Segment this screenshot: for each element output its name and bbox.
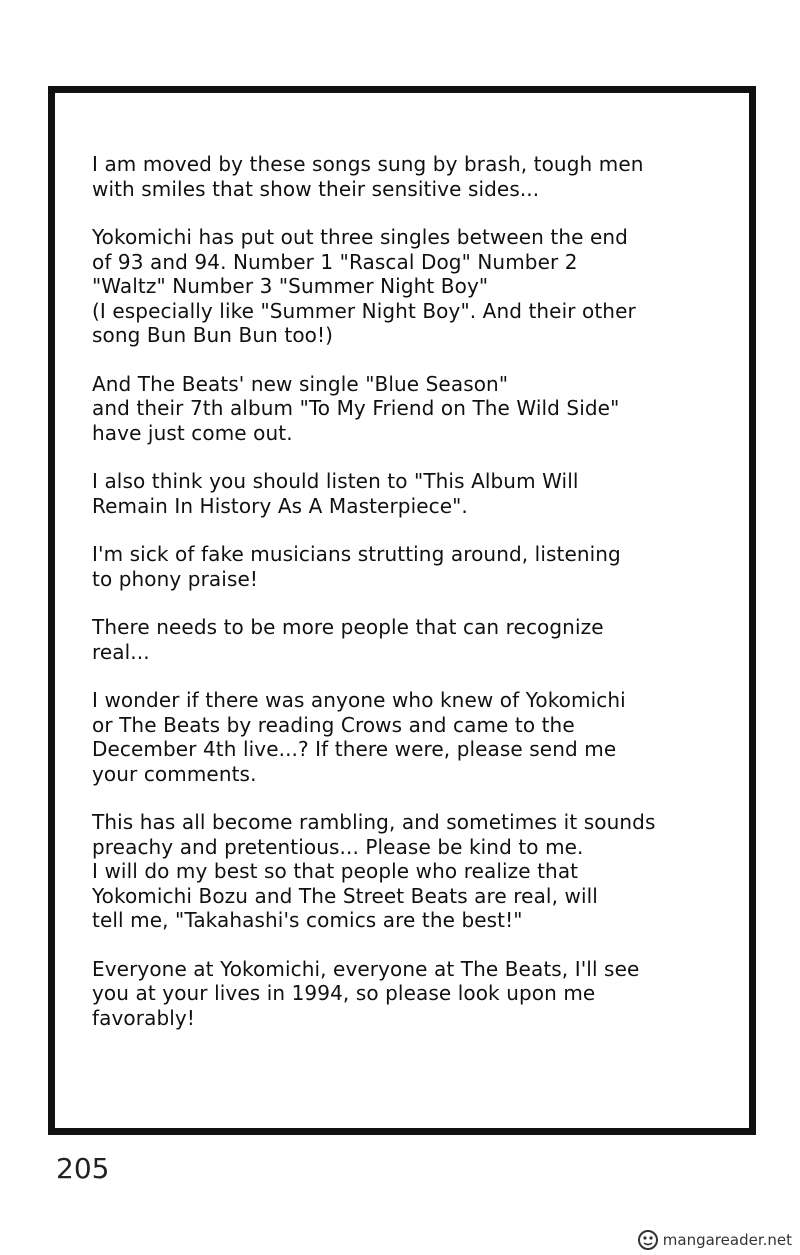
- paragraph-5: I'm sick of fake musicians strutting around, listening to phony praise!: [92, 542, 621, 591]
- paragraph-8: This has all become rambling, and sometimes it sounds preachy and pretentious... Please be kind to me. I will do my best so that people who realize that Yokomichi Bozu and The Street Beats are real, will tell me, "Takahashi's comics are the best!": [92, 810, 656, 932]
- paragraph-1: I am moved by these songs sung by brash, tough men with smiles that show their sensitive sides...: [92, 152, 644, 201]
- message-text-block: [92, 152, 722, 1054]
- watermark: [637, 1229, 792, 1251]
- paragraph-7: I wonder if there was anyone who knew of Yokomichi or The Beats by reading Crows and came to the December 4th live...? If there were, please send me your comments.: [92, 688, 626, 786]
- paragraph-2: Yokomichi has put out three singles between the end of 93 and 94. Number 1 "Rascal Dog" Number 2 "Waltz" Number 3 "Summer Night Boy" (I especially like "Summer Night Boy". And their other song Bun Bun Bun too!): [92, 225, 636, 347]
- paragraph-9: Everyone at Yokomichi, everyone at The Beats, I'll see you at your lives in 1994, so please look upon me favorably!: [92, 956, 640, 1030]
- paragraph-3: And The Beats' new single "Blue Season" and their 7th album "To My Friend on The Wild Side" have just come out.: [92, 371, 620, 445]
- page-number: 205: [56, 1152, 110, 1185]
- paragraph-6: There needs to be more people that can recognize real...: [92, 615, 604, 664]
- paragraph-4: I also think you should listen to "This Album Will Remain In History As A Masterpiece".: [92, 469, 579, 518]
- watermark-text: mangareader.net: [662, 1231, 792, 1249]
- manga-logo-icon: [637, 1229, 659, 1251]
